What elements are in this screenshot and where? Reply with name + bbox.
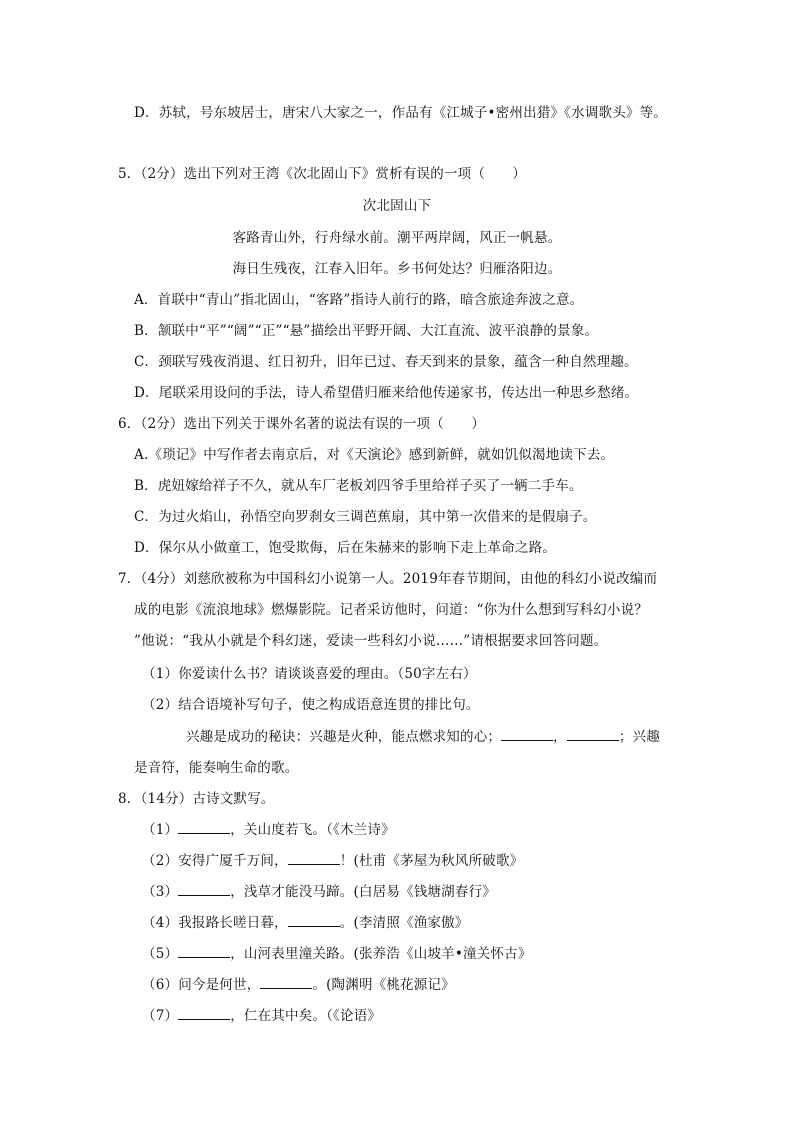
item-prefix: （5） bbox=[142, 946, 179, 962]
q8-item-7 bbox=[142, 1007, 381, 1025]
item-prefix: （2）安得广厦千万间， bbox=[142, 853, 288, 869]
q6-option-d: D．保尔从小做童工，饱受欺侮，后在朱赫来的影响下走上革命之路。 bbox=[134, 540, 557, 556]
q5-poem-line1: 客路青山外，行舟绿水前。潮平两岸阔，风正一帆悬。 bbox=[232, 230, 562, 246]
sentence-part-c: ；兴趣 bbox=[618, 729, 660, 745]
q5-option-b: B．颔联中“平”“阔”“正”“悬”描绘出平野开阔、大江直流、波平浪静的景象。 bbox=[134, 323, 599, 339]
answer-blank[interactable] bbox=[288, 852, 340, 865]
item-suffix: 。(李清照《渔家傲》 bbox=[339, 915, 469, 931]
answer-blank[interactable] bbox=[178, 821, 230, 834]
q5-option-a: A．首联中“青山”指北固山，“客路”指诗人前行的路，暗含旅途奔波之意。 bbox=[134, 292, 584, 308]
q5-option-d: D．尾联采用设问的手法，诗人希望借归雁来给他传递家书，传达出一种思乡愁绪。 bbox=[134, 385, 639, 401]
q6-option-b: B．虎妞嫁给祥子不久，就从车厂老板刘四爷手里给祥子买了一辆二手车。 bbox=[134, 478, 583, 494]
answer-blank[interactable] bbox=[501, 728, 553, 741]
q7-sub1: （1）你爱读什么书？请谈谈喜爱的理由。（50字左右） bbox=[142, 666, 477, 682]
item-suffix: ！(杜甫《茅屋为秋风所破歌》 bbox=[339, 853, 524, 869]
q6-stem: 6．（2分）选出下列关于课外名著的说法有误的一项（ ） bbox=[118, 416, 486, 432]
answer-blank[interactable] bbox=[178, 883, 230, 896]
q6-option-a: A.《琐记》中写作者去南京后，对《天演论》感到新鲜，就如饥似渴地读下去。 bbox=[134, 447, 615, 463]
item-suffix: ，关山度若飞。（《木兰诗》 bbox=[230, 822, 395, 838]
q5-stem: 5．（2分）选出下列对王湾《次北固山下》赏析有误的一项（ ） bbox=[118, 166, 527, 182]
item-suffix: 。(陶渊明《桃花源记》 bbox=[312, 977, 455, 993]
q8-stem: 8．（14分）古诗文默写。 bbox=[118, 791, 275, 807]
q8-item-1 bbox=[142, 821, 395, 839]
item-prefix: （4）我报路长嗟日暮， bbox=[142, 915, 288, 931]
answer-blank[interactable] bbox=[567, 728, 619, 741]
item-suffix: ，仁在其中矣。（《论语》 bbox=[230, 1008, 382, 1024]
item-suffix: ，浅草才能没马蹄。(白居易《钱塘湖春行》 bbox=[230, 884, 496, 900]
item-prefix: （1） bbox=[142, 822, 179, 838]
answer-blank[interactable] bbox=[178, 1007, 230, 1020]
item-prefix: （6）问今是何世， bbox=[142, 977, 261, 993]
item-suffix: ，山河表里潼关路。(张养浩《山坡羊•潼关怀古》 bbox=[230, 946, 532, 962]
item-prefix: （7） bbox=[142, 1008, 179, 1024]
sentence-part-a: 兴趣是成功的秘诀：兴趣是火种，能点燃求知的心； bbox=[186, 729, 502, 745]
q5-poem-title: 次北固山下 bbox=[362, 198, 432, 214]
q8-item-6 bbox=[142, 976, 455, 994]
q6-option-c: C．为过火焰山，孙悟空向罗刹女三调芭蕉扇，其中第一次借来的是假扇子。 bbox=[134, 509, 597, 525]
q5-poem-line2: 海日生残夜，江春入旧年。乡书何处达？归雁洛阳边。 bbox=[232, 261, 562, 277]
q8-item-2 bbox=[142, 852, 523, 870]
q8-item-5 bbox=[142, 945, 532, 963]
q7-stem-line2: 成的电影《流浪地球》燃爆影院。记者采访他时，问道：“你为什么想到写科幻小说？ bbox=[134, 602, 649, 618]
q7-sub2-sentence bbox=[186, 728, 660, 746]
q4-option-d: D．苏轼，号东坡居士，唐宋八大家之一，作品有《江城子•密州出猎》《水调歌头》等。 bbox=[134, 105, 668, 121]
q7-stem-line3: ”他说：“我从小就是个科幻迷，爱读一些科幻小说……”请根据要求回答问题。 bbox=[134, 633, 608, 649]
q7-sub2: （2）结合语境补写句子，使之构成语意连贯的排比句。 bbox=[142, 697, 480, 713]
answer-blank[interactable] bbox=[178, 945, 230, 958]
q7-stem-line1: 7．（4分）刘慈欣被称为中国科幻小说第一人。2019年春节期间，由他的科幻小说改编而 bbox=[118, 571, 658, 587]
q8-item-4 bbox=[142, 914, 469, 932]
answer-blank[interactable] bbox=[260, 976, 312, 989]
item-prefix: （3） bbox=[142, 884, 179, 900]
q8-item-3 bbox=[142, 883, 496, 901]
answer-blank[interactable] bbox=[288, 914, 340, 927]
q5-option-c: C．颈联写残夜消退、红日初升，旧年已过、春天到来的景象，蕴含一种自然理趣。 bbox=[134, 354, 638, 370]
sentence-part-b: ， bbox=[553, 729, 567, 745]
q7-sub2-sentence-cont: 是音符，能奏响生命的歌。 bbox=[134, 760, 299, 776]
